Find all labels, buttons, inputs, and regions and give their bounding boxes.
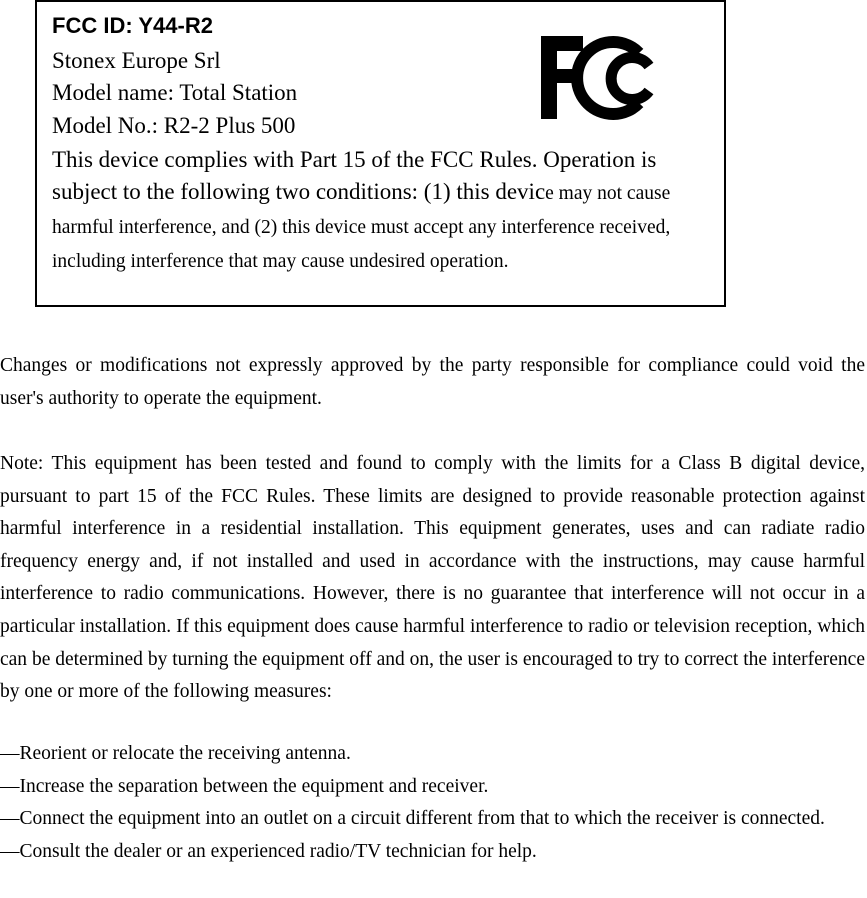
list-item bbox=[0, 803, 865, 836]
list-item bbox=[0, 738, 865, 771]
changes-warning-paragraph: Changes or modifications not expressly approved by the party responsible for compliance could void the user's authority to operate the equipment. bbox=[0, 355, 865, 409]
class-b-note-paragraph: Note: This equipment has been tested and found to comply with the limits for a Class B digital device, pursuant to part 15 of the FCC Rules. These limits are designed to provide reasonable protection against harmful interference in a residential installation. This equipment generates, uses and can radiate radio frequency energy and, if not installed and used in accordance with the instructions, may cause harmful interference to radio communications. However, there is no guarantee that interference will not occur in a particular installation. If this equipment does cause harmful interference to radio or television reception, which can be determined by turning the equipment off and on, the user is encouraged to try to correct the interference by one or more of the following measures: bbox=[0, 453, 865, 703]
dash-bullet: — bbox=[0, 808, 20, 830]
measure-text: Reorient or relocate the receiving antenna. bbox=[19, 743, 351, 764]
company-name: Stonex Europe Srl bbox=[52, 48, 221, 73]
list-item bbox=[0, 771, 865, 804]
fcc-logo-icon bbox=[536, 31, 665, 124]
fcc-id: FCC ID: Y44-R2 bbox=[52, 13, 213, 38]
compliance-text-large: This device complies with Part 15 of the FCC Rules. Operation is subject to the following two conditions: (1) this devic bbox=[52, 147, 657, 204]
compliance-text-small: e may not cause harmful interference, and (2) this device must accept any interference received, including interference that may cause undesired operation. bbox=[52, 183, 671, 272]
dash-bullet: — bbox=[0, 840, 20, 862]
dash-bullet: — bbox=[0, 775, 20, 797]
measure-text: Connect the equipment into an outlet on a circuit different from that to which the receiver is connected. bbox=[19, 808, 825, 830]
measure-text: Increase the separation between the equipment and receiver. bbox=[19, 775, 489, 797]
measure-text: Consult the dealer or an experienced radio/TV technician for help. bbox=[19, 840, 537, 862]
list-item bbox=[0, 836, 865, 869]
compliance-statement bbox=[52, 144, 716, 278]
fcc-label-box bbox=[35, 0, 726, 307]
measures-list bbox=[0, 738, 865, 868]
model-name: Model name: Total Station bbox=[52, 80, 298, 105]
model-number: Model No.: R2-2 Plus 500 bbox=[52, 113, 296, 138]
dash-bullet: — bbox=[0, 743, 20, 764]
